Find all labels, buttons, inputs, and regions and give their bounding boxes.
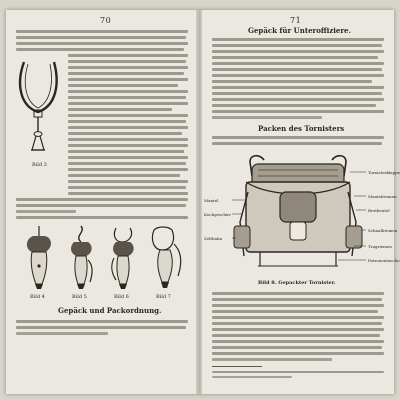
- left-section-heading: Gepäck und Packordnung.: [58, 306, 162, 315]
- figure-sword-belt: [14, 54, 66, 158]
- diagram-label: Tornisterklappe: [368, 170, 400, 175]
- figure-sword-knot-1-caption: Bild 4: [30, 294, 45, 300]
- page-number-right: 71: [290, 16, 302, 25]
- figure-sword-belt-caption: Bild 3: [32, 162, 47, 168]
- diagram-label: Brotbeutel: [368, 208, 390, 213]
- diagram-label: Kochgeschirr: [204, 212, 232, 217]
- right-section-heading: Gepäck für Unteroffiziere.: [248, 26, 351, 35]
- figure-sword-knot-4: [146, 224, 186, 290]
- figure-sword-knot-3-caption: Bild 6: [114, 294, 129, 300]
- book-spread: [6, 10, 400, 394]
- figure-packed-knapsack: [230, 152, 366, 276]
- page-number-left: 70: [100, 16, 112, 25]
- left-page: [6, 10, 198, 394]
- diagram-label: Patronentasche: [368, 258, 400, 263]
- figure-sword-knot-2-caption: Bild 5: [72, 294, 87, 300]
- figure-sword-knot-2: [62, 224, 100, 290]
- figure-packed-knapsack-caption: Bild 8. Gepackter Tornister.: [258, 280, 336, 286]
- right-subsection-heading: Packen des Tornisters: [258, 124, 345, 133]
- diagram-label: Zeltbahn: [204, 236, 223, 241]
- figure-sword-knot-1: [20, 224, 58, 290]
- figure-sword-knot-3: [104, 224, 142, 290]
- figure-sword-knot-4-caption: Bild 7: [156, 294, 171, 300]
- diagram-label: Mantelriemen: [368, 194, 397, 199]
- diagram-label: Mantel: [204, 198, 219, 203]
- right-page: [202, 10, 400, 394]
- diagram-label: Tragriemen: [368, 244, 392, 249]
- diagram-label: Schnallriemen: [368, 228, 398, 233]
